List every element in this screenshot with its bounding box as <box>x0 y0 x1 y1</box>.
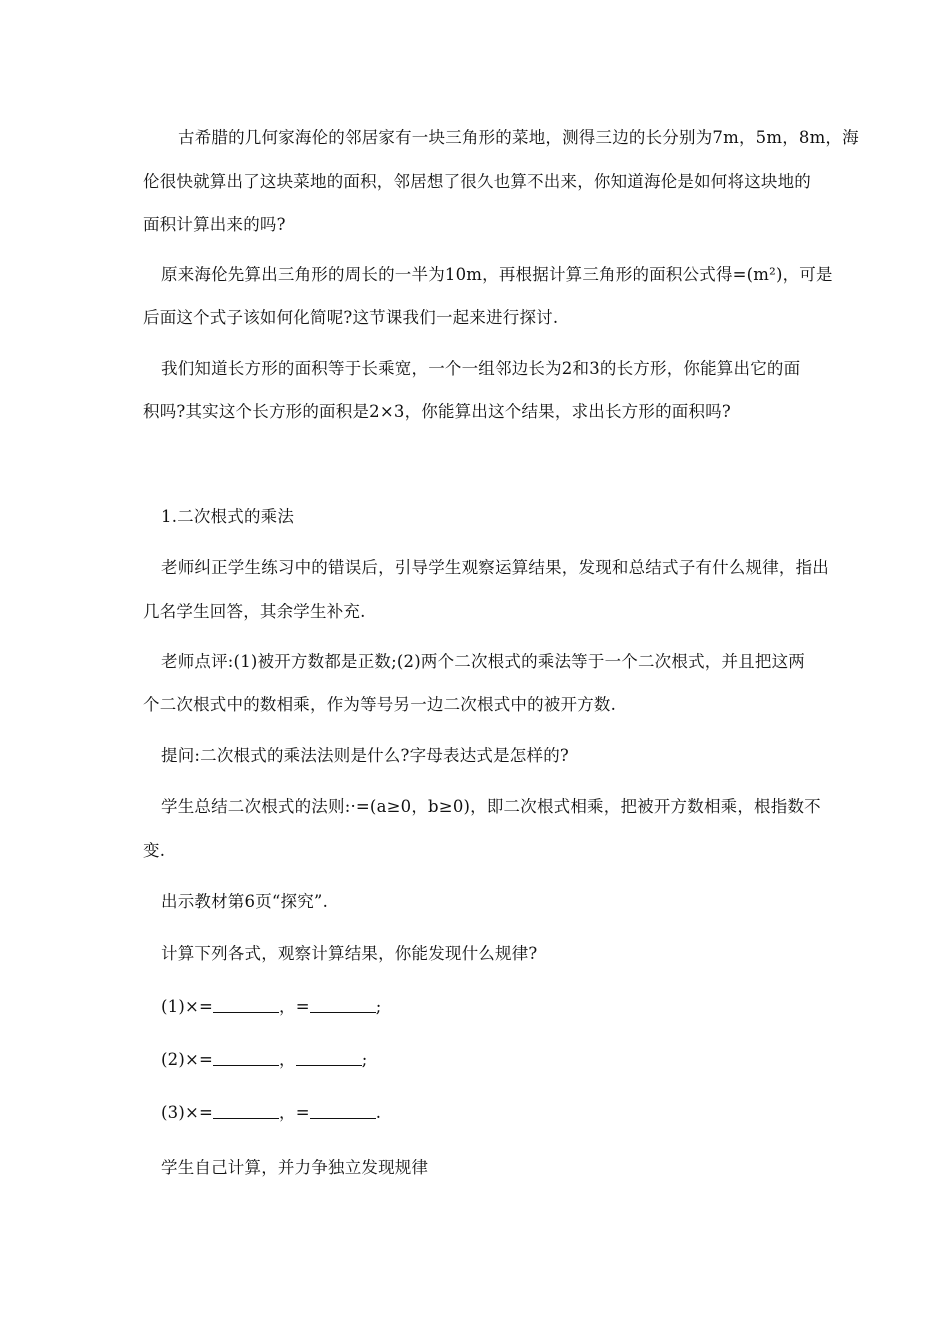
exercise-3 <box>161 1102 381 1124</box>
student-summary-line-2: 变. <box>143 841 166 860</box>
exercise-2-blank-b[interactable] <box>296 1051 362 1066</box>
exercise-2-end: ; <box>361 1050 368 1069</box>
closing-line: 学生自己计算，并力争独立发现规律 <box>161 1158 429 1177</box>
exercise-1 <box>161 996 382 1018</box>
intro-line-2: 伦很快就算出了这块菜地的面积，邻居想了很久也算不出来，你知道海伦是如何将这块地的 <box>143 172 811 191</box>
heron-line-1: 原来海伦先算出三角形的周长的一半为10m，再根据计算三角形的面积公式得=(m²)，可是 <box>161 265 833 284</box>
intro-line-1: 古希腊的几何家海伦的邻居家有一块三角形的菜地，测得三边的长分别为7m，5m，8m，海 <box>178 128 859 147</box>
rectangle-line-2: 积吗?其实这个长方形的面积是2×3，你能算出这个结果，求出长方形的面积吗? <box>143 402 731 421</box>
heron-line-2: 后面这个式子该如何化简呢?这节课我们一起来进行探讨. <box>143 308 559 327</box>
exercise-1-blank-b[interactable] <box>310 998 376 1013</box>
teacher-guide-line-1: 老师纠正学生练习中的错误后，引导学生观察运算结果，发现和总结式子有什么规律，指出 <box>161 558 829 577</box>
exercise-1-label: (1)×= <box>161 997 214 1016</box>
exercise-3-label: (3)×= <box>161 1103 214 1122</box>
exercise-1-end: ; <box>375 997 382 1016</box>
teacher-comment-line-1: 老师点评:(1)被开方数都是正数;(2)两个二次根式的乘法等于一个二次根式，并且把这两 <box>161 652 805 671</box>
question-line: 提问:二次根式的乘法法则是什么?字母表达式是怎样的? <box>161 746 569 765</box>
teacher-guide-line-2: 几名学生回答，其余学生补充. <box>143 602 366 621</box>
exercise-1-sep: ，= <box>279 997 310 1016</box>
teacher-comment-line-2: 个二次根式中的数相乘，作为等号另一边二次根式中的被开方数. <box>143 695 617 714</box>
exercise-2-sep: ， <box>279 1050 296 1069</box>
section-title: 1.二次根式的乘法 <box>161 507 295 526</box>
exercise-2 <box>161 1049 368 1071</box>
exercise-1-blank-a[interactable] <box>213 998 279 1013</box>
calc-prompt-line: 计算下列各式，观察计算结果，你能发现什么规律? <box>161 944 538 963</box>
exercise-2-blank-a[interactable] <box>213 1051 279 1066</box>
rectangle-line-1: 我们知道长方形的面积等于长乘宽，一个一组邻边长为2和3的长方形，你能算出它的面 <box>161 359 801 378</box>
intro-line-3: 面积计算出来的吗? <box>143 215 286 234</box>
exercise-3-end: . <box>375 1103 382 1122</box>
exercise-3-sep: ，= <box>279 1103 310 1122</box>
show-textbook-line: 出示教材第6页“探究”. <box>161 892 329 911</box>
student-summary-line-1: 学生总结二次根式的法则:·=(a≥0，b≥0)，即二次根式相乘，把被开方数相乘，根指数不 <box>161 797 821 816</box>
exercise-3-blank-a[interactable] <box>213 1104 279 1119</box>
exercise-2-label: (2)×= <box>161 1050 214 1069</box>
exercise-3-blank-b[interactable] <box>310 1104 376 1119</box>
